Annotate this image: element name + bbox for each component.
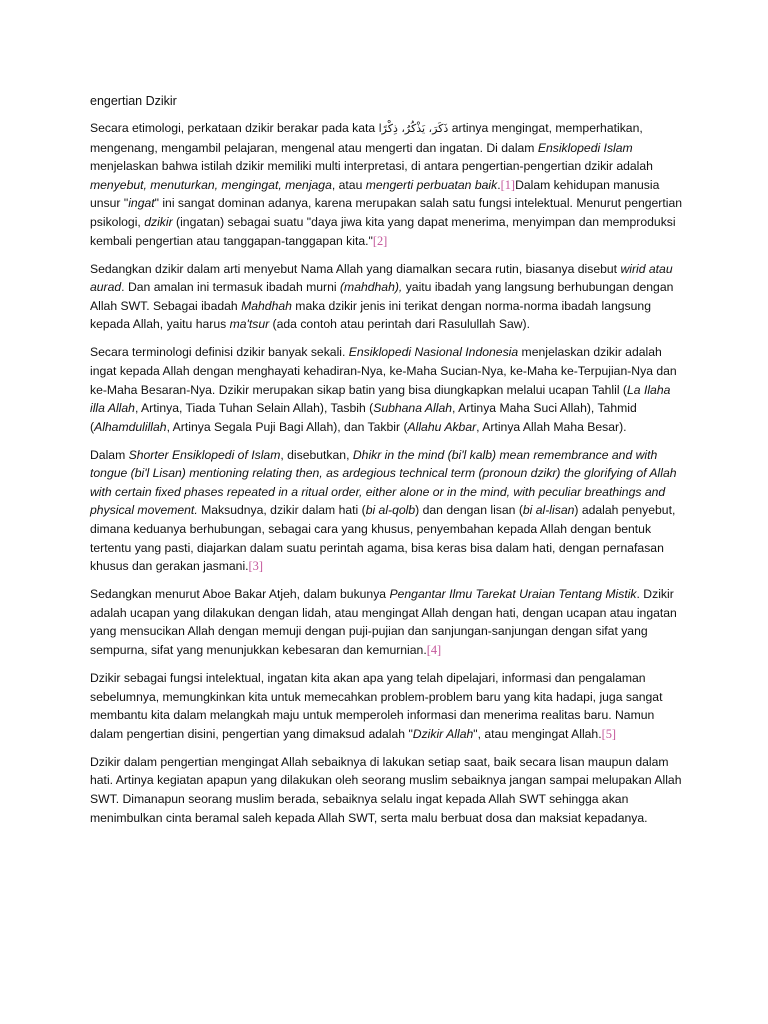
- text-run: .: [497, 177, 501, 192]
- paragraph: [90, 119, 682, 250]
- document-title: engertian Dzikir: [90, 94, 177, 108]
- document-body: [90, 119, 682, 827]
- text-run: (ada contoh atau perintah dari Rasulullah Saw).: [269, 317, 530, 332]
- paragraph: [90, 585, 682, 659]
- text-run: ) dan dengan lisan (: [415, 503, 523, 518]
- paragraph: [90, 343, 682, 436]
- text-run: Dalam: [90, 447, 129, 462]
- italic-text: ingat: [128, 196, 155, 211]
- italic-text: La Ilaha illa Allah: [90, 382, 671, 416]
- text-run: Sedangkan menurut Aboe Bakar Atjeh, dalam bukunya: [90, 587, 390, 602]
- italic-text: Allahu Akbar: [407, 419, 477, 434]
- text-run: Dzikir sebagai fungsi intelektual, ingatan kita akan apa yang telah dipelajari, informasi dan pengalaman sebelumnya, memungkinkan kita untuk memecahkan problem-problem baru yang kita hadapi, juga sangat membantu kita dalam melangkah maju untuk memperoleh informasi dan menerima realitas baru. Namun dalam pengertian disini, pengertian yang dimaksud adalah ": [90, 670, 663, 741]
- italic-text: mengerti perbuatan baik: [365, 177, 498, 192]
- italic-text: (mahdhah),: [339, 280, 403, 295]
- footnote-link[interactable]: [3]: [248, 559, 263, 574]
- text-run: ", atau mengingat Allah.: [473, 726, 602, 741]
- footnote-link[interactable]: [5]: [601, 726, 617, 741]
- paragraph: [90, 753, 682, 827]
- text-run: . Dzikir adalah ucapan yang dilakukan dengan lidah, atau mengingat Allah dengan hati, dengan ucapan atau ingatan yang mensucikan Allah dengan memuji dengan puji-pujian dan sanjungan-sanjungan dengan sifat yang sempurna, sifat yang menunjukkan kebesaran dan kemurnian.: [90, 587, 677, 657]
- text-run: , atau: [331, 177, 366, 192]
- text-run: menjelaskan bahwa istilah dzikir memiliki multi interpretasi, di antara pengertian-pengertian dzikir adalah: [90, 159, 653, 174]
- footnote-link[interactable]: [1]: [500, 177, 516, 192]
- text-run: , Artinya Segala Puji Bagi Allah), dan Takbir (: [166, 419, 408, 434]
- text-run: Dalam kehidupan manusia unsur ": [90, 177, 660, 211]
- italic-text: Dhikr in the mind (bi'l kalb) mean remembrance and with tongue (bi'l Lisan) mentioning relating then, as ardegious technical term (pronoun dzikr) the glorifying of Allah with certain fixed phases repeated in a ritual order, either alone or in the mind, with peculiar breathings and physical movement.: [90, 447, 677, 518]
- paragraph: [90, 446, 682, 576]
- italic-text: Shorter Ensiklopedi of Islam: [128, 447, 281, 462]
- text-run: " ini sangat dominan adanya, karena merupakan salah satu fungsi intelektual. Menurut pengertian psikologi,: [90, 196, 683, 229]
- italic-text: ma'tsur: [229, 317, 270, 332]
- italic-text: bi al-lisan: [522, 503, 575, 518]
- text-run: Secara etimologi, perkataan dzikir berakar pada kata: [90, 121, 379, 135]
- text-run: yaitu ibadah yang langsung berhubungan dengan Allah SWT. Sebagai ibadah: [90, 280, 674, 313]
- italic-text: bi al-qolb: [365, 503, 416, 518]
- text-run: , Artinya, Tiada Tuhan Selain Allah), Tasbih (: [134, 401, 374, 416]
- italic-text: Pengantar Ilmu Tarekat Uraian Tentang Mistik: [389, 587, 637, 602]
- italic-text: Dzikir Allah: [412, 726, 474, 741]
- text-run: , Artinya Allah Maha Besar).: [476, 419, 627, 434]
- text-run: Dzikir dalam pengertian mengingat Allah sebaiknya di lakukan setiap saat, baik secara lisan maupun dalam hati. Artinya kegiatan apapun yang dilakukan oleh seorang muslim sebaiknya jangan sampai melupakan Allah SWT. Dimanapun seorang muslim berada, sebaiknya selalu ingat kepada Allah SWT sehingga akan menimbulkan cinta beramal saleh kepada Allah SWT, serta malu berbuat dosa dan maksiat kepadanya.: [90, 754, 682, 825]
- text-run: Maksudnya, dzikir dalam hati (: [197, 503, 366, 518]
- text-run: , disebutkan,: [280, 447, 353, 462]
- text-run: (ingatan) sebagai suatu "daya jiwa kita yang dapat menerima, menyimpan dan memproduksi kembali pengertian atau tanggapan-tanggapan kita.": [90, 214, 676, 248]
- italic-text: menyebut, menuturkan, mengingat, menjaga: [90, 177, 332, 192]
- text-run: ) adalah penyebut, dimana keduanya berhubungan, sebagai cara yang khusus, penyembahan kepada Allah dengan bentuk tertentu yang pasti, diajarkan dalam suatu perintah agama, bisa keras bisa dalam hati, dengan pernafasan khusus dan gerakan jasmani.: [90, 503, 676, 574]
- text-run: . Dan amalan ini termasuk ibadah murni: [121, 280, 340, 295]
- text-run: maka dzikir jenis ini terikat dengan norma-norma ibadah langsung kepada Allah, yaitu harus: [90, 298, 651, 332]
- text-run: Sedangkan dzikir dalam arti menyebut Nama Allah yang diamalkan secara rutin, biasanya disebut: [90, 261, 621, 276]
- italic-text: Alhamdulillah: [94, 419, 167, 434]
- text-run: menjelaskan dzikir adalah ingat kepada Allah dengan menghayati kehadiran-Nya, ke-Maha Sucian-Nya, ke-Maha ke-Terpujian-Nya dan ke-Maha Besaran-Nya. Dzikir merupakan sikap batin yang bisa diungkapkan melalui ucapan Tahlil (: [90, 345, 677, 397]
- paragraph: [90, 260, 682, 334]
- text-run: , Artinya Maha Suci Allah), Tahmid (: [90, 401, 637, 434]
- paragraph: [90, 669, 682, 743]
- italic-text: Subhana Allah: [373, 401, 453, 416]
- italic-text: Mahdhah: [241, 298, 292, 313]
- italic-text: Ensiklopedi Islam: [537, 140, 633, 155]
- text-run: Secara terminologi definisi dzikir banyak sekali.: [90, 345, 349, 360]
- text-run: artinya mengingat, memperhatikan, mengenang, mengambil pelajaran, mengenal atau mengerti dan ingatan. Di dalam: [90, 121, 643, 155]
- footnote-link[interactable]: [2]: [372, 233, 388, 248]
- footnote-link[interactable]: [4]: [426, 643, 442, 657]
- italic-text: dzikir: [144, 214, 173, 229]
- italic-text: Ensiklopedi Nasional Indonesia: [348, 345, 519, 360]
- italic-text: wirid atau aurad: [90, 261, 673, 295]
- arabic-text: ذَكَرَ، يَذْكُرُ، ذِكْرًا: [378, 122, 449, 135]
